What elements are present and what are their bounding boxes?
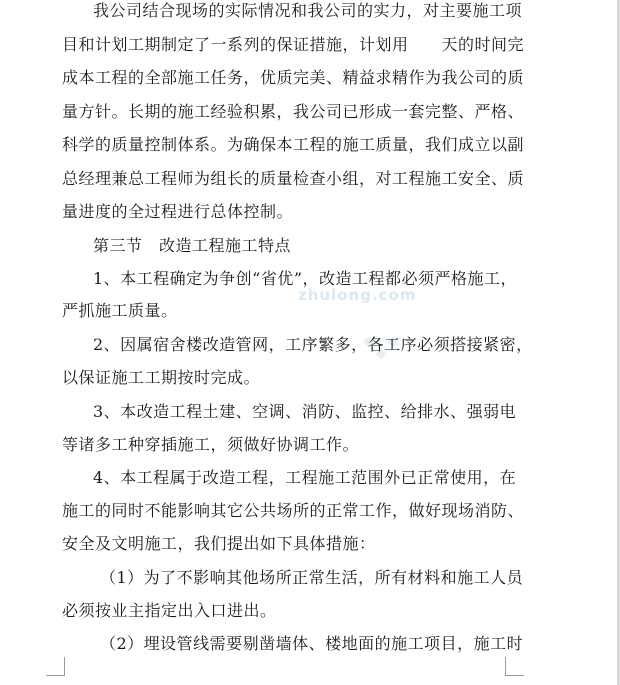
text-line: 施工的同时不能影响其它公共场所的正常工作，做好现场消防、 (62, 501, 525, 520)
page-corner-mark-left (46, 657, 65, 676)
text-line: 总经理兼总工程师为组长的质量检查小组，对工程施工安全、质 (62, 169, 525, 188)
text-line: 科学的质量控制体系。为确保本工程的施工质量，我们成立以副 (62, 135, 525, 154)
section-heading: 第三节 改造工程施工特点 (93, 236, 292, 255)
watermark: zhulong.com (298, 286, 417, 304)
text-line: （1）为了不影响其他场所正常生活，所有材料和施工人员 (100, 568, 524, 587)
text-line: 量进度的全过程进行总体控制。 (62, 202, 294, 221)
text-line: 等诸多工种穿插施工，须做好协调工作。 (62, 435, 360, 454)
text-line: 4、本工程属于改造工程，工程施工范围外已正常使用，在 (93, 468, 517, 487)
text-line: 3、本改造工程土建、空调、消防、监控、给排水、强弱电 (93, 402, 517, 421)
page-corner-mark-right (505, 657, 524, 676)
text-line: 严抓施工质量。 (62, 301, 178, 320)
text-line: 量方针。长期的施工经验积累，我公司已形成一套完整、严格、 (62, 102, 525, 121)
text-line: 1、本工程确定为争创“省优”，改造工程都必须严格施工， (93, 269, 518, 288)
text-line: 2、因属宿舍楼改造管网，工序繁多，各工序必须搭接紧密， (93, 335, 533, 354)
text-line: 成本工程的全部施工任务，优质完美、精益求精作为我公司的质 (62, 68, 525, 87)
text-line: 以保证施工工期按时完成。 (62, 368, 261, 387)
text-line: 我公司结合现场的实际情况和我公司的实力，对主要施工项 (93, 1, 523, 20)
text-line: 必须按业主指定出入口进出。 (62, 601, 277, 620)
text-line: 安全及文明施工，我们提出如下具体措施： (62, 534, 376, 553)
text-line: （2）埋设管线需要剔凿墙体、楼地面的施工项目，施工时 (100, 634, 524, 653)
text-line: 目和计划工期制定了一系列的保证措施，计划用 天的时间完 (62, 35, 525, 54)
